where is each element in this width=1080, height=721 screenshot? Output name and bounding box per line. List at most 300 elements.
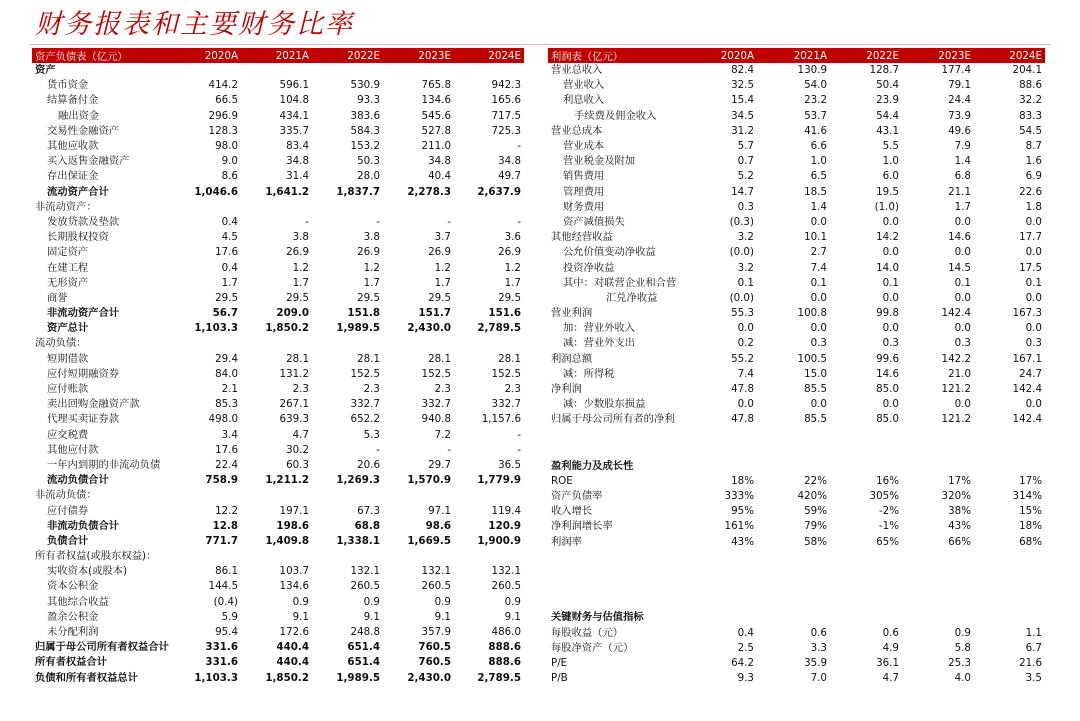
cell-value (902, 610, 974, 625)
cell-value: 83.3 (1019, 109, 1042, 122)
table-row (548, 306, 1045, 321)
table-row (32, 291, 524, 306)
row-label: 非流动负债： (35, 489, 97, 502)
cell-value (454, 63, 524, 78)
cell-value: (1.0) (874, 200, 899, 213)
cell-value (170, 336, 241, 351)
cell-value: 260.5 (421, 580, 451, 593)
cell-value: 26.9 (357, 246, 380, 259)
cell-value: 55.3 (731, 307, 754, 320)
cell-value: 85.3 (215, 398, 238, 411)
cell-value: 2,430.0 (407, 671, 451, 684)
table-row (32, 276, 524, 291)
table-row (32, 321, 524, 336)
row-label: 资产减值损失 (563, 215, 625, 228)
cell-value (757, 595, 830, 610)
cell-value: 28.1 (357, 352, 380, 365)
cell-value: 4.0 (954, 672, 971, 685)
cell-value: 29.5 (215, 291, 238, 304)
cell-value: 0.9 (434, 595, 451, 608)
cell-value: 134.6 (421, 94, 451, 107)
cell-value: 545.6 (421, 109, 451, 122)
cell-value: 1.7 (363, 276, 380, 289)
cell-value: 14.0 (876, 261, 899, 274)
cell-value: 209.0 (276, 307, 309, 320)
cell-value (974, 565, 1045, 580)
income-statement-table (548, 48, 1045, 686)
cell-value: 18% (1019, 520, 1042, 533)
cell-value (974, 459, 1045, 474)
table-row (32, 625, 524, 640)
cell-value: 132.1 (491, 565, 521, 578)
cell-value: 0.4 (221, 215, 238, 228)
cell-value (312, 63, 383, 78)
cell-value: 165.6 (491, 94, 521, 107)
table-row (548, 215, 1045, 230)
row-label: 资本公积金 (47, 580, 99, 593)
row-label: 结算备付金 (47, 94, 99, 107)
cell-value: 211.0 (421, 140, 451, 153)
cell-value: 152.5 (491, 367, 521, 380)
cell-value: 1,269.3 (336, 474, 380, 487)
cell-value: 98.0 (215, 140, 238, 153)
row-label: 代理买卖证券款 (47, 413, 120, 426)
cell-value (757, 459, 830, 474)
cell-value: 296.9 (208, 109, 238, 122)
cell-value (241, 336, 312, 351)
cell-value: 15.4 (731, 94, 754, 107)
table-row (32, 93, 524, 108)
cell-value: 29.7 (428, 458, 451, 471)
cell-value: 17.5 (1019, 261, 1042, 274)
cell-value: 0.1 (737, 276, 754, 289)
cell-value: 420% (797, 489, 827, 502)
cell-value: 0.1 (1025, 276, 1042, 289)
cell-value: 0.0 (810, 322, 827, 335)
table-row (548, 352, 1045, 367)
table-row (548, 382, 1045, 397)
cell-value: 22.4 (215, 458, 238, 471)
cell-value: 260.5 (350, 580, 380, 593)
row-label: 应付债券 (47, 504, 89, 517)
cell-value: 3.2 (737, 261, 754, 274)
cell-value (830, 595, 902, 610)
table-row (32, 382, 524, 397)
cell-value: 0.0 (954, 291, 971, 304)
cell-value: 4.7 (292, 428, 309, 441)
row-label: 应付短期融资券 (47, 367, 120, 380)
cell-value: 65% (876, 535, 899, 548)
cell-value: 596.1 (279, 79, 309, 92)
cell-value (241, 488, 312, 503)
cell-value: 30.2 (286, 443, 309, 456)
cell-value: 2,278.3 (407, 185, 451, 198)
cell-value: 0.9 (292, 595, 309, 608)
cell-value: 0.1 (810, 276, 827, 289)
cell-value: 153.2 (350, 140, 380, 153)
cell-value: 1,570.9 (407, 474, 451, 487)
cell-value (974, 580, 1045, 595)
table-row (548, 656, 1045, 671)
cell-value: 29.5 (286, 291, 309, 304)
row-label: 流动负债： (35, 337, 87, 350)
cell-value: 1.4 (810, 200, 827, 213)
row-label: 卖出回购金融资产款 (47, 398, 140, 411)
cell-value: (0.0) (729, 246, 754, 259)
cell-value: 60.3 (286, 458, 309, 471)
table-row (548, 412, 1045, 427)
row-label: 营业收入 (563, 79, 605, 92)
row-label: P/E (551, 657, 568, 670)
row-label: ROE (551, 474, 573, 487)
cell-value: 331.6 (205, 641, 238, 654)
cell-value: 2.3 (292, 383, 309, 396)
cell-value: 9.1 (363, 610, 380, 623)
cell-value (312, 200, 383, 215)
cell-value (757, 580, 830, 595)
cell-value (830, 459, 902, 474)
table-row (548, 474, 1045, 489)
cell-value: 0.0 (737, 322, 754, 335)
cell-value (684, 565, 757, 580)
cell-value: 0.0 (737, 398, 754, 411)
cell-value: 104.8 (279, 94, 309, 107)
cell-value: 6.9 (1025, 170, 1042, 183)
cell-value: -1% (878, 520, 899, 533)
row-label: 投资净收益 (563, 261, 615, 274)
table-row (32, 519, 524, 534)
cell-value (312, 549, 383, 564)
cell-value: 2.1 (221, 383, 238, 396)
cell-value (830, 550, 902, 565)
row-label: P/B (551, 672, 568, 685)
cell-value: 9.3 (737, 672, 754, 685)
table-row (32, 78, 524, 93)
cell-value: 0.0 (882, 291, 899, 304)
cell-value: 132.1 (421, 565, 451, 578)
cell-value: (0.3) (729, 215, 754, 228)
cell-value: 725.3 (491, 124, 521, 137)
row-label: 非流动负债合计 (47, 519, 120, 532)
cell-value: 6.6 (810, 140, 827, 153)
title-divider (30, 44, 1050, 45)
year-header: 2021A (241, 48, 312, 63)
cell-value: 758.9 (205, 474, 238, 487)
cell-value: - (517, 428, 521, 441)
table-row (548, 200, 1045, 215)
cell-value: 95% (731, 505, 754, 518)
cell-value: - (376, 215, 380, 228)
cell-value: 7.4 (737, 367, 754, 380)
table-row (548, 109, 1045, 124)
cell-value: 4.7 (882, 672, 899, 685)
row-label: 每股收益（元） (551, 626, 624, 639)
row-label: 短期借款 (47, 352, 89, 365)
balance-sheet-body (32, 63, 524, 686)
row-label: 资产总计 (47, 322, 89, 335)
table-row (548, 63, 1045, 78)
row-label: 其他应付款 (47, 443, 99, 456)
cell-value: 771.7 (205, 534, 238, 547)
cell-value: 440.4 (276, 641, 309, 654)
table-row (548, 336, 1045, 351)
cell-value: 5.3 (363, 428, 380, 441)
table-row (548, 534, 1045, 549)
cell-value: 1.7 (221, 276, 238, 289)
cell-value (974, 428, 1045, 459)
row-label: 利息收入 (563, 94, 605, 107)
cell-value: 17.7 (1019, 231, 1042, 244)
table-row (548, 124, 1045, 139)
year-header: 2023E (902, 48, 974, 63)
cell-value: - (517, 215, 521, 228)
table-row (32, 443, 524, 458)
table-row (548, 580, 1045, 595)
table-row (32, 564, 524, 579)
cell-value: 47.8 (731, 383, 754, 396)
cell-value: (0.0) (729, 291, 754, 304)
cell-value: 2.7 (810, 246, 827, 259)
row-label: 一年内到期的非流动负债 (47, 458, 161, 471)
cell-value: 204.1 (1012, 64, 1042, 77)
cell-value: 8.7 (1025, 140, 1042, 153)
table-row (548, 519, 1045, 534)
table-row (32, 245, 524, 260)
table-row (548, 185, 1045, 200)
cell-value: 151.8 (347, 307, 380, 320)
table-row (548, 641, 1045, 656)
cell-value: 34.8 (428, 155, 451, 168)
cell-value: 152.5 (421, 367, 451, 380)
row-label: 其他应收款 (47, 140, 99, 153)
cell-value (383, 488, 454, 503)
cell-value: 1.0 (810, 155, 827, 168)
cell-value: 19.5 (876, 185, 899, 198)
cell-value: - (305, 215, 309, 228)
cell-value: 23.2 (804, 94, 827, 107)
cell-value: 2.3 (434, 383, 451, 396)
cell-value: 1.1 (1025, 626, 1042, 639)
table-row (548, 367, 1045, 382)
cell-value: 0.0 (882, 322, 899, 335)
row-label: 公允价值变动净收益 (563, 246, 656, 259)
row-label: 所有者权益合计 (35, 656, 108, 669)
cell-value: 167.1 (1012, 352, 1042, 365)
table-row (548, 154, 1045, 169)
cell-value: 21.0 (948, 367, 971, 380)
cell-value: 172.6 (279, 626, 309, 639)
cell-value: 888.6 (488, 656, 521, 669)
cell-value: 100.8 (797, 307, 827, 320)
cell-value (902, 595, 974, 610)
row-label: 流动负债合计 (47, 474, 109, 487)
cell-value: 49.7 (498, 170, 521, 183)
cell-value: 79.1 (948, 79, 971, 92)
table-row (32, 503, 524, 518)
cell-value: 130.9 (797, 64, 827, 77)
row-label: 归属于母公司所有者权益合计 (35, 641, 169, 654)
cell-value: 24.7 (1019, 367, 1042, 380)
cell-value: 17% (1019, 474, 1042, 487)
cell-value: 151.7 (418, 307, 451, 320)
cell-value (170, 488, 241, 503)
cell-value: 56.7 (212, 307, 238, 320)
row-label: 净利润 (551, 383, 582, 396)
cell-value (757, 550, 830, 565)
year-header: 2022E (830, 48, 902, 63)
cell-value: 21.6 (1019, 657, 1042, 670)
cell-value: 651.4 (347, 656, 380, 669)
cell-value: 260.5 (491, 580, 521, 593)
table-row (548, 397, 1045, 412)
cell-value: 1,211.2 (265, 474, 309, 487)
row-label: 商誉 (47, 291, 68, 304)
cell-value: 38% (948, 505, 971, 518)
row-label: 无形资产 (47, 276, 89, 289)
cell-value: 54.5 (1019, 124, 1042, 137)
row-label: 销售费用 (563, 170, 605, 183)
cell-value: 0.6 (882, 626, 899, 639)
cell-value: 29.5 (357, 291, 380, 304)
row-label: 营业成本 (563, 140, 605, 153)
cell-value: 131.2 (279, 367, 309, 380)
cell-value: 79% (804, 520, 827, 533)
table-row (32, 428, 524, 443)
cell-value: 9.1 (504, 610, 521, 623)
row-label: 其他综合收益 (47, 595, 109, 608)
cell-value: 0.0 (1025, 398, 1042, 411)
table-row (32, 200, 524, 215)
cell-value: 2,430.0 (407, 322, 451, 335)
cell-value: 20.6 (357, 458, 380, 471)
cell-value: 1,338.1 (336, 534, 380, 547)
cell-value: 6.0 (882, 170, 899, 183)
cell-value: 940.8 (421, 413, 451, 426)
cell-value: 85.0 (876, 413, 899, 426)
cell-value: 5.7 (737, 140, 754, 153)
cell-value (902, 580, 974, 595)
cell-value (757, 565, 830, 580)
cell-value: 29.5 (428, 291, 451, 304)
cell-value: 6.8 (954, 170, 971, 183)
row-label: 利润总额 (551, 352, 593, 365)
cell-value (757, 610, 830, 625)
cell-value: 0.3 (882, 337, 899, 350)
cell-value: 942.3 (491, 79, 521, 92)
cell-value: 332.7 (421, 398, 451, 411)
cell-value: 6.7 (1025, 641, 1042, 654)
cell-value: 414.2 (208, 79, 238, 92)
balance-sheet-table (32, 48, 524, 686)
year-header: 2020A (684, 48, 757, 63)
cell-value: 0.6 (810, 626, 827, 639)
cell-value: 134.6 (279, 580, 309, 593)
cell-value: 58% (804, 535, 827, 548)
cell-value (241, 63, 312, 78)
cell-value: 161% (724, 520, 754, 533)
cell-value: 21.1 (948, 185, 971, 198)
cell-value: 55.2 (731, 352, 754, 365)
cell-value: 2,789.5 (477, 322, 521, 335)
row-label: 流动资产合计 (47, 185, 109, 198)
cell-value: 305% (869, 489, 899, 502)
cell-value: 3.7 (434, 231, 451, 244)
cell-value: 66% (948, 535, 971, 548)
cell-value (454, 336, 524, 351)
cell-value: 248.8 (350, 626, 380, 639)
cell-value: 1.8 (1025, 200, 1042, 213)
row-label: 实收资本(或股本) (47, 565, 128, 578)
cell-value: 331.6 (205, 656, 238, 669)
table-row (548, 245, 1045, 260)
row-label: 买入返售金融资产 (47, 155, 130, 168)
table-row (548, 291, 1045, 306)
cell-value: 0.0 (810, 398, 827, 411)
row-label: 减：少数股东损益 (563, 398, 646, 411)
cell-value: 68% (1019, 535, 1042, 548)
row-label (548, 428, 684, 459)
cell-value: 85.0 (876, 383, 899, 396)
cell-value: 0.0 (1025, 291, 1042, 304)
row-label: 在建工程 (47, 261, 89, 274)
cell-value: 31.2 (731, 124, 754, 137)
row-label: 负债合计 (47, 534, 89, 547)
cell-value (830, 428, 902, 459)
cell-value: 1.2 (363, 261, 380, 274)
cell-value (312, 488, 383, 503)
cell-value: 1,850.2 (265, 322, 309, 335)
cell-value: 17% (948, 474, 971, 487)
cell-value: 68.8 (354, 519, 380, 532)
cell-value: - (447, 443, 451, 456)
cell-value: 17.6 (215, 443, 238, 456)
cell-value: 486.0 (491, 626, 521, 639)
cell-value: 15% (1019, 505, 1042, 518)
cell-value: 440.4 (276, 656, 309, 669)
cell-value: 26.9 (428, 246, 451, 259)
cell-value: 22.6 (1019, 185, 1042, 198)
row-label: 收入增长 (551, 505, 593, 518)
cell-value: 1,989.5 (336, 322, 380, 335)
cell-value: 17.6 (215, 246, 238, 259)
cell-value: 3.8 (363, 231, 380, 244)
cell-value: 14.6 (876, 367, 899, 380)
cell-value: 2.3 (363, 383, 380, 396)
table-row (32, 63, 524, 78)
cell-value: 97.1 (428, 504, 451, 517)
cell-value: 28.1 (498, 352, 521, 365)
year-header: 2020A (170, 48, 241, 63)
table-row (32, 655, 524, 670)
cell-value (454, 488, 524, 503)
cell-value: 50.4 (876, 79, 899, 92)
cell-value: 0.0 (810, 291, 827, 304)
table-row (32, 215, 524, 230)
cell-value: 0.0 (882, 398, 899, 411)
cell-value: 639.3 (279, 413, 309, 426)
cell-value: 1,409.8 (265, 534, 309, 547)
table-row (548, 489, 1045, 504)
cell-value: 0.0 (1025, 246, 1042, 259)
table-row (32, 336, 524, 351)
cell-value: 1,900.9 (477, 534, 521, 547)
cell-value: 3.4 (221, 428, 238, 441)
cell-value: 7.2 (434, 428, 451, 441)
cell-value: 1,046.6 (194, 185, 238, 198)
cell-value: 152.5 (350, 367, 380, 380)
table-row (548, 504, 1045, 519)
row-label: 归属于母公司所有者的净利 (551, 413, 675, 426)
